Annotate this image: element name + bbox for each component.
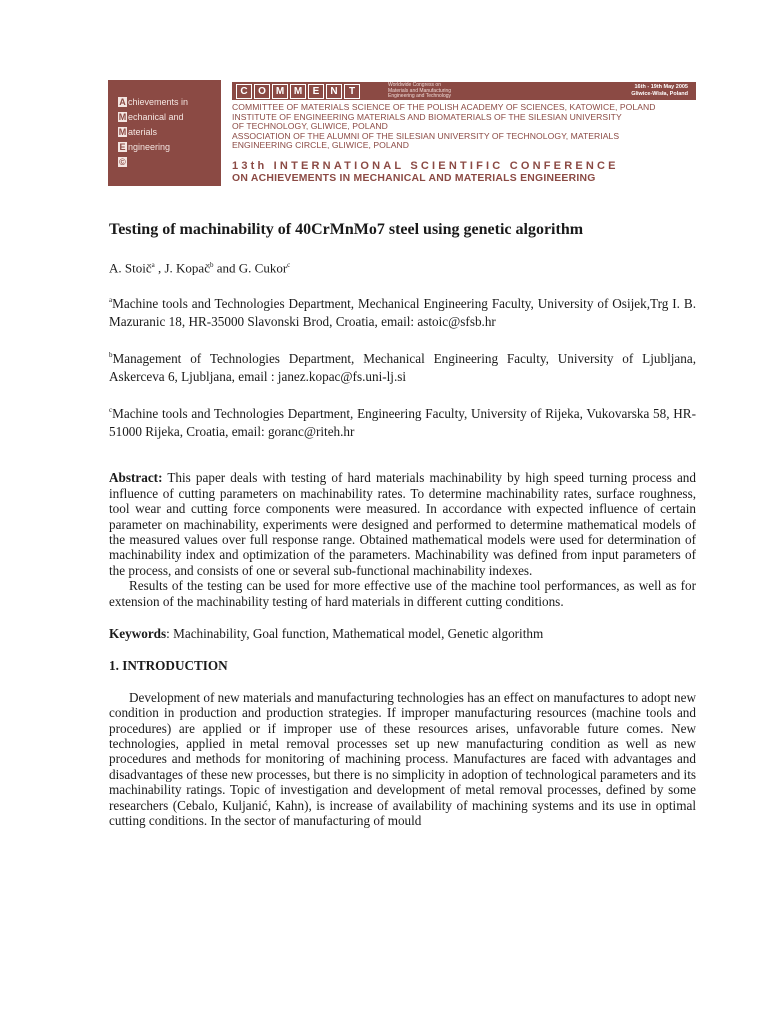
comment-banner (232, 82, 696, 100)
affiliation-b: $^b$Management of Technologies Department, Mechanical Engineering Faculty, University of Ljubljana, Askerceva 6, Ljubljana, email : janez.kopac@fs.uni-lj.si (109, 351, 696, 385)
author-list: A. Stoič$^a$ , J. Kopač$^b$ and G. Cukor$^c$ (109, 260, 291, 276)
conference-header (108, 80, 696, 186)
logo-line-2: M echanical and (118, 112, 184, 122)
abstract: Abstract: This paper deals with testing of hard materials machinability by high speed turning process and influence of cutting parameters on machinability rates. To determine machinability rates, surface roughness, tool wear and cutting force components were measured. In accordance with expected influence of certain parameter on machinability, experiments were designed and performed to determine mathematical models of the measured values over full response range. Obtained mathematical models were used for determination of machinability index and optimization of the parameters. Machinability was defined from input parameters of the process, and consists of one or several sub-functional machinability indexes. (109, 470, 696, 578)
comment-logo: C O M M E N T (236, 84, 362, 99)
affiliation-a: $^a$Machine tools and Technologies Department, Mechanical Engineering Faculty, University of Osijek,Trg I. B. Mazuranic 18, HR-35000 Slavonski Brod, Croatia, email: astoic@sfsb.hr (109, 296, 696, 330)
logo-line-3: M aterials (118, 127, 158, 137)
congress-name: Worldwide Congress on Materials and Manufacturing Engineering and Technology (388, 82, 452, 99)
logo-line-4: E ngineering (119, 142, 171, 152)
abstract-label: Abstract: (109, 470, 163, 486)
organizers-list: COMMITTEE OF MATERIALS SCIENCE OF THE POLISH ACADEMY OF SCIENCES, KATOWICE, POLAND INSTITUTE OF ENGINEERING MATERIALS AND BIOMATERIALS OF THE SILESIAN UNIVERSITY OF TECHNOLOGY, GLIWICE, POLAND ASSOCIATION OF THE ALUMNI OF THE SILESIAN UNIVERSITY OF TECHNOLOGY, MATERIALS ENGINEERING CIRCLE, GLIWICE, POLAND (232, 102, 656, 151)
ammme-logo (108, 80, 221, 186)
logo-line-1: A chievements in (119, 97, 189, 107)
introduction-paragraph: Development of new materials and manufacturing technologies has an effect on manufactures to adopt new condition in production and production strategies. If improper manufacturing resources (machine tools and procedures) are applied or if improper use of these resources arises, unfavorable future comes. New technologies, applied in metal removal processes set up new manufacturing condition as well as new procedures and methods for monitoring of machining process. Manufactures are faced with advantages and disadvantages of these new processes, but there is no simplicity in adoption of technological parameters and its machinability ratings. Topic of investigation and development of metal removal processes, defined by some researchers (Cebalo, Kuljanić, Kahn), is increase of availability of machining systems and its use in optimal cutting conditions. In the sector of manufacturing of mould (109, 689, 696, 829)
paper-body (109, 220, 696, 828)
conference-title: 13th INTERNATIONAL SCIENTIFIC CONFERENCE (232, 160, 619, 172)
congress-dates: 16th - 19th May 2005 Gliwice-Wisła, Poland (631, 84, 688, 97)
paper-title: Testing of machinability of 40CrMnMo7 steel using genetic algorithm (109, 221, 584, 238)
logo-mark: © (119, 157, 126, 167)
keywords-label: Keywords (109, 625, 167, 641)
conference-subtitle: ON ACHIEVEMENTS IN MECHANICAL AND MATERIALS ENGINEERING (232, 173, 596, 184)
affiliation-c: $^c$Machine tools and Technologies Department, Engineering Faculty, University of Rijeka, Vukovarska 58, HR-51000 Rijeka, Croatia, email: goranc@riteh.hr (109, 406, 696, 440)
keywords: Keywords: Machinability, Goal function, Mathematical model, Genetic algorithm (109, 625, 544, 641)
section-heading-introduction: 1. INTRODUCTION (109, 658, 228, 674)
abstract-paragraph-2: Results of the testing can be used for more effective use of the machine tool performances, as well as for extension of the machinability testing of hard materials in different cutting conditions. (109, 578, 696, 609)
